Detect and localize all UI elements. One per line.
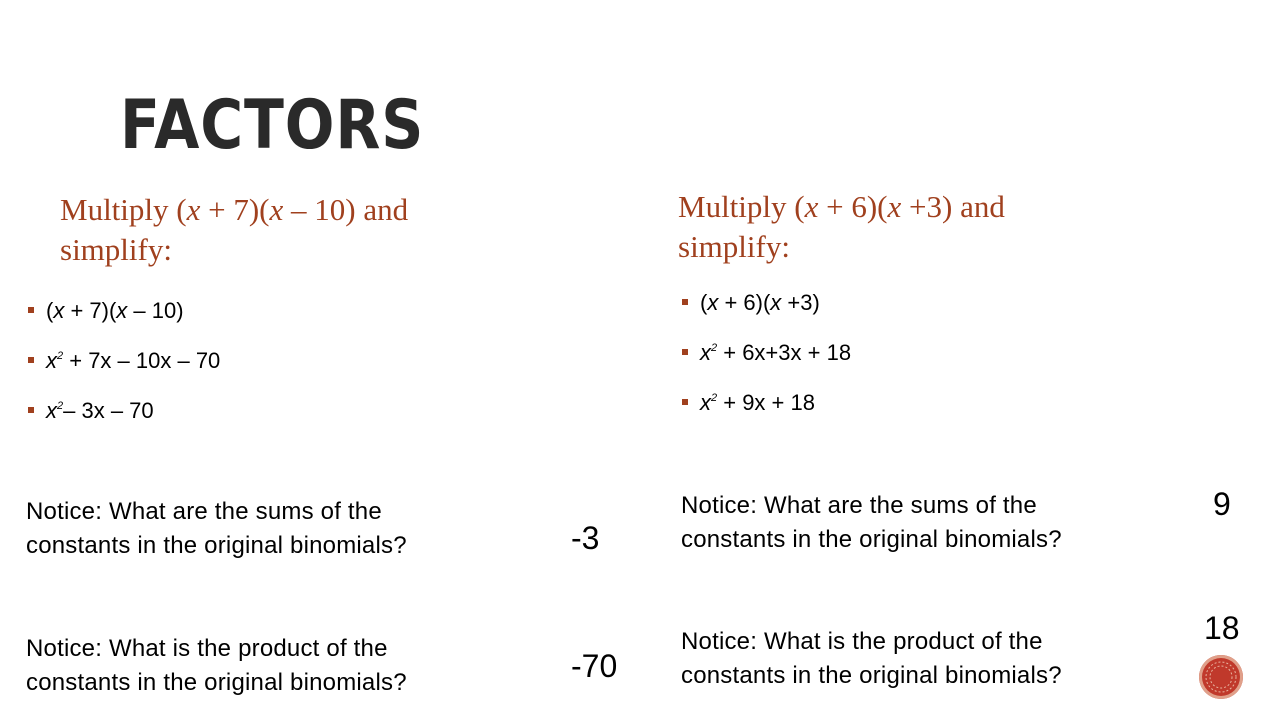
left-notice-product: Notice: What is the product of the constants in the original binomials?	[26, 635, 407, 696]
right-notice-sum: Notice: What are the sums of the constants in the original binomials?	[681, 492, 1062, 553]
list-item: $x^2 + 7x - 10x - 70$	[26, 348, 220, 398]
right-heading: Multiply (x + 6)(x +3) and simplify:	[678, 189, 1005, 264]
list-item: $x^2 + 6x+3x + 18$	[680, 340, 851, 390]
slide-title: FACTORS	[120, 86, 425, 165]
left-answer-sum: -3	[571, 520, 600, 556]
nav-button[interactable]	[1199, 655, 1243, 699]
left-heading: Multiply (x + 7)(x – 10) and simplify:	[60, 192, 409, 267]
left-steps	[26, 298, 220, 448]
list-item: (x + 6)(x +3)	[680, 290, 851, 340]
right-answer-sum: 9	[1213, 486, 1231, 522]
list-item: (x + 7)(x – 10)	[26, 298, 220, 348]
circle-nav-icon	[1199, 655, 1243, 699]
list-item: $x^2-$ 3x – 70	[26, 398, 220, 448]
left-answer-product: -70	[571, 648, 618, 684]
right-notice-product: Notice: What is the product of the constants in the original binomials?	[681, 628, 1062, 689]
list-item: $x^2 + 9x + 18$	[680, 390, 851, 440]
right-answer-product: 18	[1204, 610, 1240, 646]
left-notice-sum: Notice: What are the sums of the constants in the original binomials?	[26, 498, 407, 559]
right-steps	[680, 290, 851, 440]
